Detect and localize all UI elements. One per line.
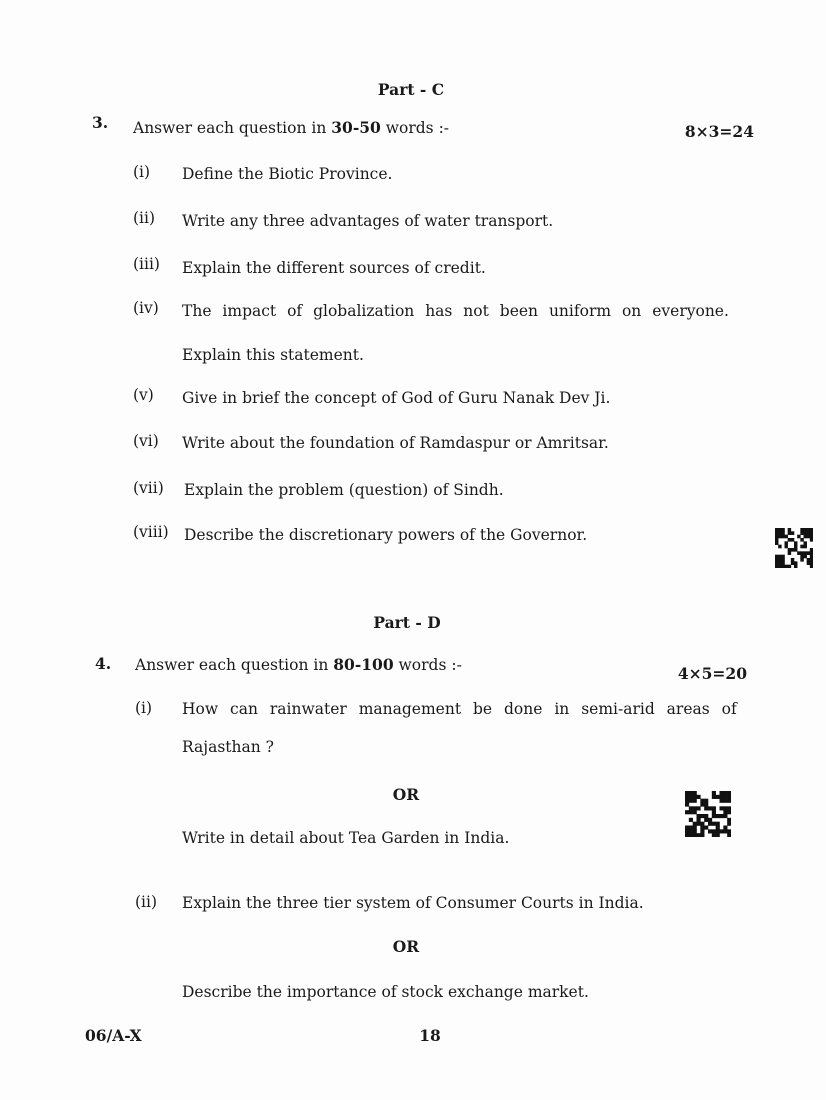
qr-module <box>727 822 731 826</box>
item-num: (ii) <box>133 209 156 227</box>
qr-module <box>712 806 716 810</box>
item-num: (vi) <box>133 432 159 450</box>
item-num: (i) <box>133 163 151 181</box>
qr-code-large <box>685 791 731 837</box>
item-text-continued: Rajasthan ? <box>182 738 274 756</box>
qr-module <box>800 538 803 542</box>
qr-module <box>807 528 810 532</box>
qr-module <box>693 791 697 795</box>
alternative-question: Write in detail about Tea Garden in India. <box>182 829 510 847</box>
qr-module <box>800 551 803 555</box>
qr-module <box>810 561 813 565</box>
item-num: (v) <box>133 386 154 404</box>
item-num: (vii) <box>133 479 164 497</box>
qr-module <box>810 535 813 539</box>
qr-module <box>712 814 716 818</box>
qr-module <box>708 806 712 810</box>
qr-module <box>794 545 797 549</box>
qr-module <box>693 829 697 833</box>
qr-module <box>788 565 791 568</box>
qr-module <box>708 818 712 822</box>
qr-module <box>693 795 697 799</box>
qr-module <box>689 833 693 837</box>
qr-module <box>807 561 810 565</box>
qr-module <box>693 810 697 814</box>
qr-module <box>788 548 791 552</box>
qr-module <box>791 538 794 542</box>
qr-module <box>697 822 701 826</box>
qr-module <box>704 826 708 830</box>
qr-module <box>700 833 704 837</box>
qr-module <box>778 531 781 535</box>
paper-code: 06/A-X <box>85 1026 142 1045</box>
item-num: (viii) <box>133 523 169 541</box>
qr-module <box>775 561 778 565</box>
qr-module <box>794 548 797 552</box>
qr-module <box>712 791 716 795</box>
qr-module <box>778 558 781 562</box>
qr-module <box>775 541 778 545</box>
qr-module <box>807 558 810 562</box>
qr-module <box>689 826 693 830</box>
question-3-instruction <box>133 118 449 137</box>
qr-module <box>693 826 697 830</box>
qr-module <box>723 826 727 830</box>
qr-module <box>804 528 807 532</box>
qr-module <box>781 565 784 568</box>
part-d-heading: Part - D <box>373 613 441 632</box>
item-text: Write any three advantages of water transport. <box>182 212 554 230</box>
qr-module <box>685 803 689 807</box>
instruction-text: Answer each question in <box>135 656 334 674</box>
qr-module <box>800 545 803 549</box>
qr-module <box>689 795 693 799</box>
qr-module <box>727 795 731 799</box>
qr-module <box>700 814 704 818</box>
instruction-text: Answer each question in <box>133 119 332 137</box>
qr-module <box>697 814 701 818</box>
qr-module <box>697 833 701 837</box>
qr-module <box>689 799 693 803</box>
qr-module <box>791 558 794 562</box>
qr-module <box>804 545 807 549</box>
question-4-instruction <box>135 655 462 674</box>
qr-module <box>716 822 720 826</box>
qr-module <box>716 833 720 837</box>
item-text: Explain the problem (question) of Sindh. <box>184 481 504 499</box>
item-text: Define the Biotic Province. <box>182 165 393 183</box>
qr-module <box>689 810 693 814</box>
qr-module <box>794 541 797 545</box>
qr-module <box>804 541 807 545</box>
qr-module <box>712 822 716 826</box>
qr-module <box>810 538 813 542</box>
item-num: (ii) <box>135 893 158 911</box>
qr-module <box>797 535 800 539</box>
item-text: Write about the foundation of Ramdaspur or Amritsar. <box>182 434 609 452</box>
question-4-number: 4. <box>95 654 112 673</box>
qr-module <box>689 818 693 822</box>
qr-code-small <box>775 528 813 568</box>
qr-module <box>775 531 778 535</box>
qr-module <box>704 803 708 807</box>
qr-module <box>775 565 778 568</box>
qr-module <box>781 561 784 565</box>
qr-module <box>685 799 689 803</box>
qr-module <box>708 829 712 833</box>
qr-module <box>775 555 778 559</box>
qr-module <box>689 829 693 833</box>
qr-module <box>693 833 697 837</box>
instruction-text: words :- <box>380 119 450 137</box>
qr-module <box>697 818 701 822</box>
qr-module <box>781 535 784 539</box>
qr-module <box>810 558 813 562</box>
qr-module <box>778 555 781 559</box>
qr-module <box>800 531 803 535</box>
qr-module <box>689 806 693 810</box>
part-c-heading: Part - C <box>377 80 445 99</box>
instruction-text: words :- <box>393 656 462 674</box>
qr-module <box>685 833 689 837</box>
qr-module <box>697 806 701 810</box>
item-text: The impact of globalization has not been uniform on everyone. <box>182 302 729 320</box>
qr-module <box>685 795 689 799</box>
item-text: Give in brief the concept of God of Guru Nanak Dev Ji. <box>182 389 611 407</box>
qr-module <box>723 829 727 833</box>
qr-module <box>781 558 784 562</box>
qr-module <box>720 829 724 833</box>
qr-module <box>716 814 720 818</box>
qr-module <box>804 531 807 535</box>
qr-module <box>723 791 727 795</box>
qr-module <box>810 548 813 552</box>
qr-module <box>804 551 807 555</box>
qr-module <box>723 810 727 814</box>
qr-module <box>807 535 810 539</box>
qr-module <box>708 822 712 826</box>
question-3-marks: 8×3=24 <box>684 122 754 141</box>
qr-module <box>778 565 781 568</box>
qr-module <box>778 561 781 565</box>
item-num: (iv) <box>133 299 159 317</box>
page-number: 18 <box>419 1026 441 1045</box>
qr-module <box>685 826 689 830</box>
qr-module <box>712 795 716 799</box>
qr-module <box>785 545 788 549</box>
qr-module <box>788 551 791 555</box>
qr-module <box>727 829 731 833</box>
qr-module <box>788 538 791 542</box>
alternative-question: Describe the importance of stock exchange market. <box>182 983 589 1001</box>
qr-module <box>810 555 813 559</box>
qr-module <box>788 528 791 532</box>
item-text: Explain the three tier system of Consumer Courts in India. <box>182 894 644 912</box>
qr-module <box>810 565 813 568</box>
question-4-marks: 4×5=20 <box>677 664 747 683</box>
qr-module <box>727 791 731 795</box>
qr-module <box>800 558 803 562</box>
qr-module <box>689 791 693 795</box>
qr-module <box>807 531 810 535</box>
or-separator: OR <box>392 785 420 804</box>
word-limit: 80-100 <box>333 655 394 674</box>
qr-module <box>781 528 784 532</box>
qr-module <box>700 803 704 807</box>
qr-module <box>697 795 701 799</box>
qr-module <box>810 551 813 555</box>
qr-module <box>700 822 704 826</box>
qr-module <box>785 565 788 568</box>
qr-module <box>720 814 724 818</box>
qr-module <box>712 829 716 833</box>
qr-module <box>794 565 797 568</box>
qr-module <box>727 810 731 814</box>
qr-module <box>704 799 708 803</box>
qr-module <box>810 528 813 532</box>
qr-module <box>727 833 731 837</box>
qr-module <box>693 806 697 810</box>
qr-module <box>700 799 704 803</box>
qr-module <box>785 535 788 539</box>
qr-module <box>720 799 724 803</box>
qr-module <box>727 818 731 822</box>
qr-module <box>712 833 716 837</box>
qr-module <box>716 829 720 833</box>
item-text: Describe the discretionary powers of the Governor. <box>184 526 588 544</box>
qr-module <box>791 548 794 552</box>
qr-module <box>778 528 781 532</box>
qr-module <box>685 829 689 833</box>
qr-module <box>704 818 708 822</box>
qr-module <box>807 551 810 555</box>
qr-module <box>720 791 724 795</box>
qr-module <box>775 528 778 532</box>
qr-module <box>800 555 803 559</box>
qr-module <box>794 561 797 565</box>
qr-module <box>804 535 807 539</box>
question-3-number: 3. <box>92 113 109 132</box>
word-limit: 30-50 <box>331 118 381 137</box>
item-num: (i) <box>135 699 153 717</box>
qr-module <box>700 826 704 830</box>
qr-module <box>723 814 727 818</box>
qr-module <box>723 799 727 803</box>
qr-module <box>781 555 784 559</box>
qr-module <box>727 799 731 803</box>
item-text-continued: Explain this statement. <box>182 346 364 364</box>
item-text: How can rainwater management be done in semi-arid areas of <box>182 700 737 718</box>
qr-module <box>693 799 697 803</box>
qr-module <box>716 826 720 830</box>
qr-module <box>778 535 781 539</box>
or-separator: OR <box>392 937 420 956</box>
qr-module <box>720 806 724 810</box>
qr-module <box>778 545 781 549</box>
qr-module <box>685 810 689 814</box>
item-text: Explain the different sources of credit. <box>182 259 486 277</box>
qr-module <box>723 806 727 810</box>
qr-module <box>781 531 784 535</box>
qr-module <box>785 541 788 545</box>
qr-module <box>727 806 731 810</box>
qr-module <box>810 531 813 535</box>
qr-module <box>720 795 724 799</box>
qr-module <box>716 795 720 799</box>
qr-module <box>685 791 689 795</box>
qr-module <box>775 535 778 539</box>
qr-module <box>723 795 727 799</box>
qr-module <box>704 814 708 818</box>
qr-module <box>712 810 716 814</box>
qr-module <box>804 555 807 559</box>
qr-module <box>775 538 778 542</box>
item-num: (iii) <box>133 255 160 273</box>
qr-module <box>788 531 791 535</box>
qr-module <box>704 806 708 810</box>
qr-module <box>700 829 704 833</box>
qr-module <box>797 551 800 555</box>
qr-module <box>693 822 697 826</box>
qr-module <box>800 528 803 532</box>
qr-module <box>775 558 778 562</box>
qr-module <box>791 561 794 565</box>
qr-module <box>791 531 794 535</box>
